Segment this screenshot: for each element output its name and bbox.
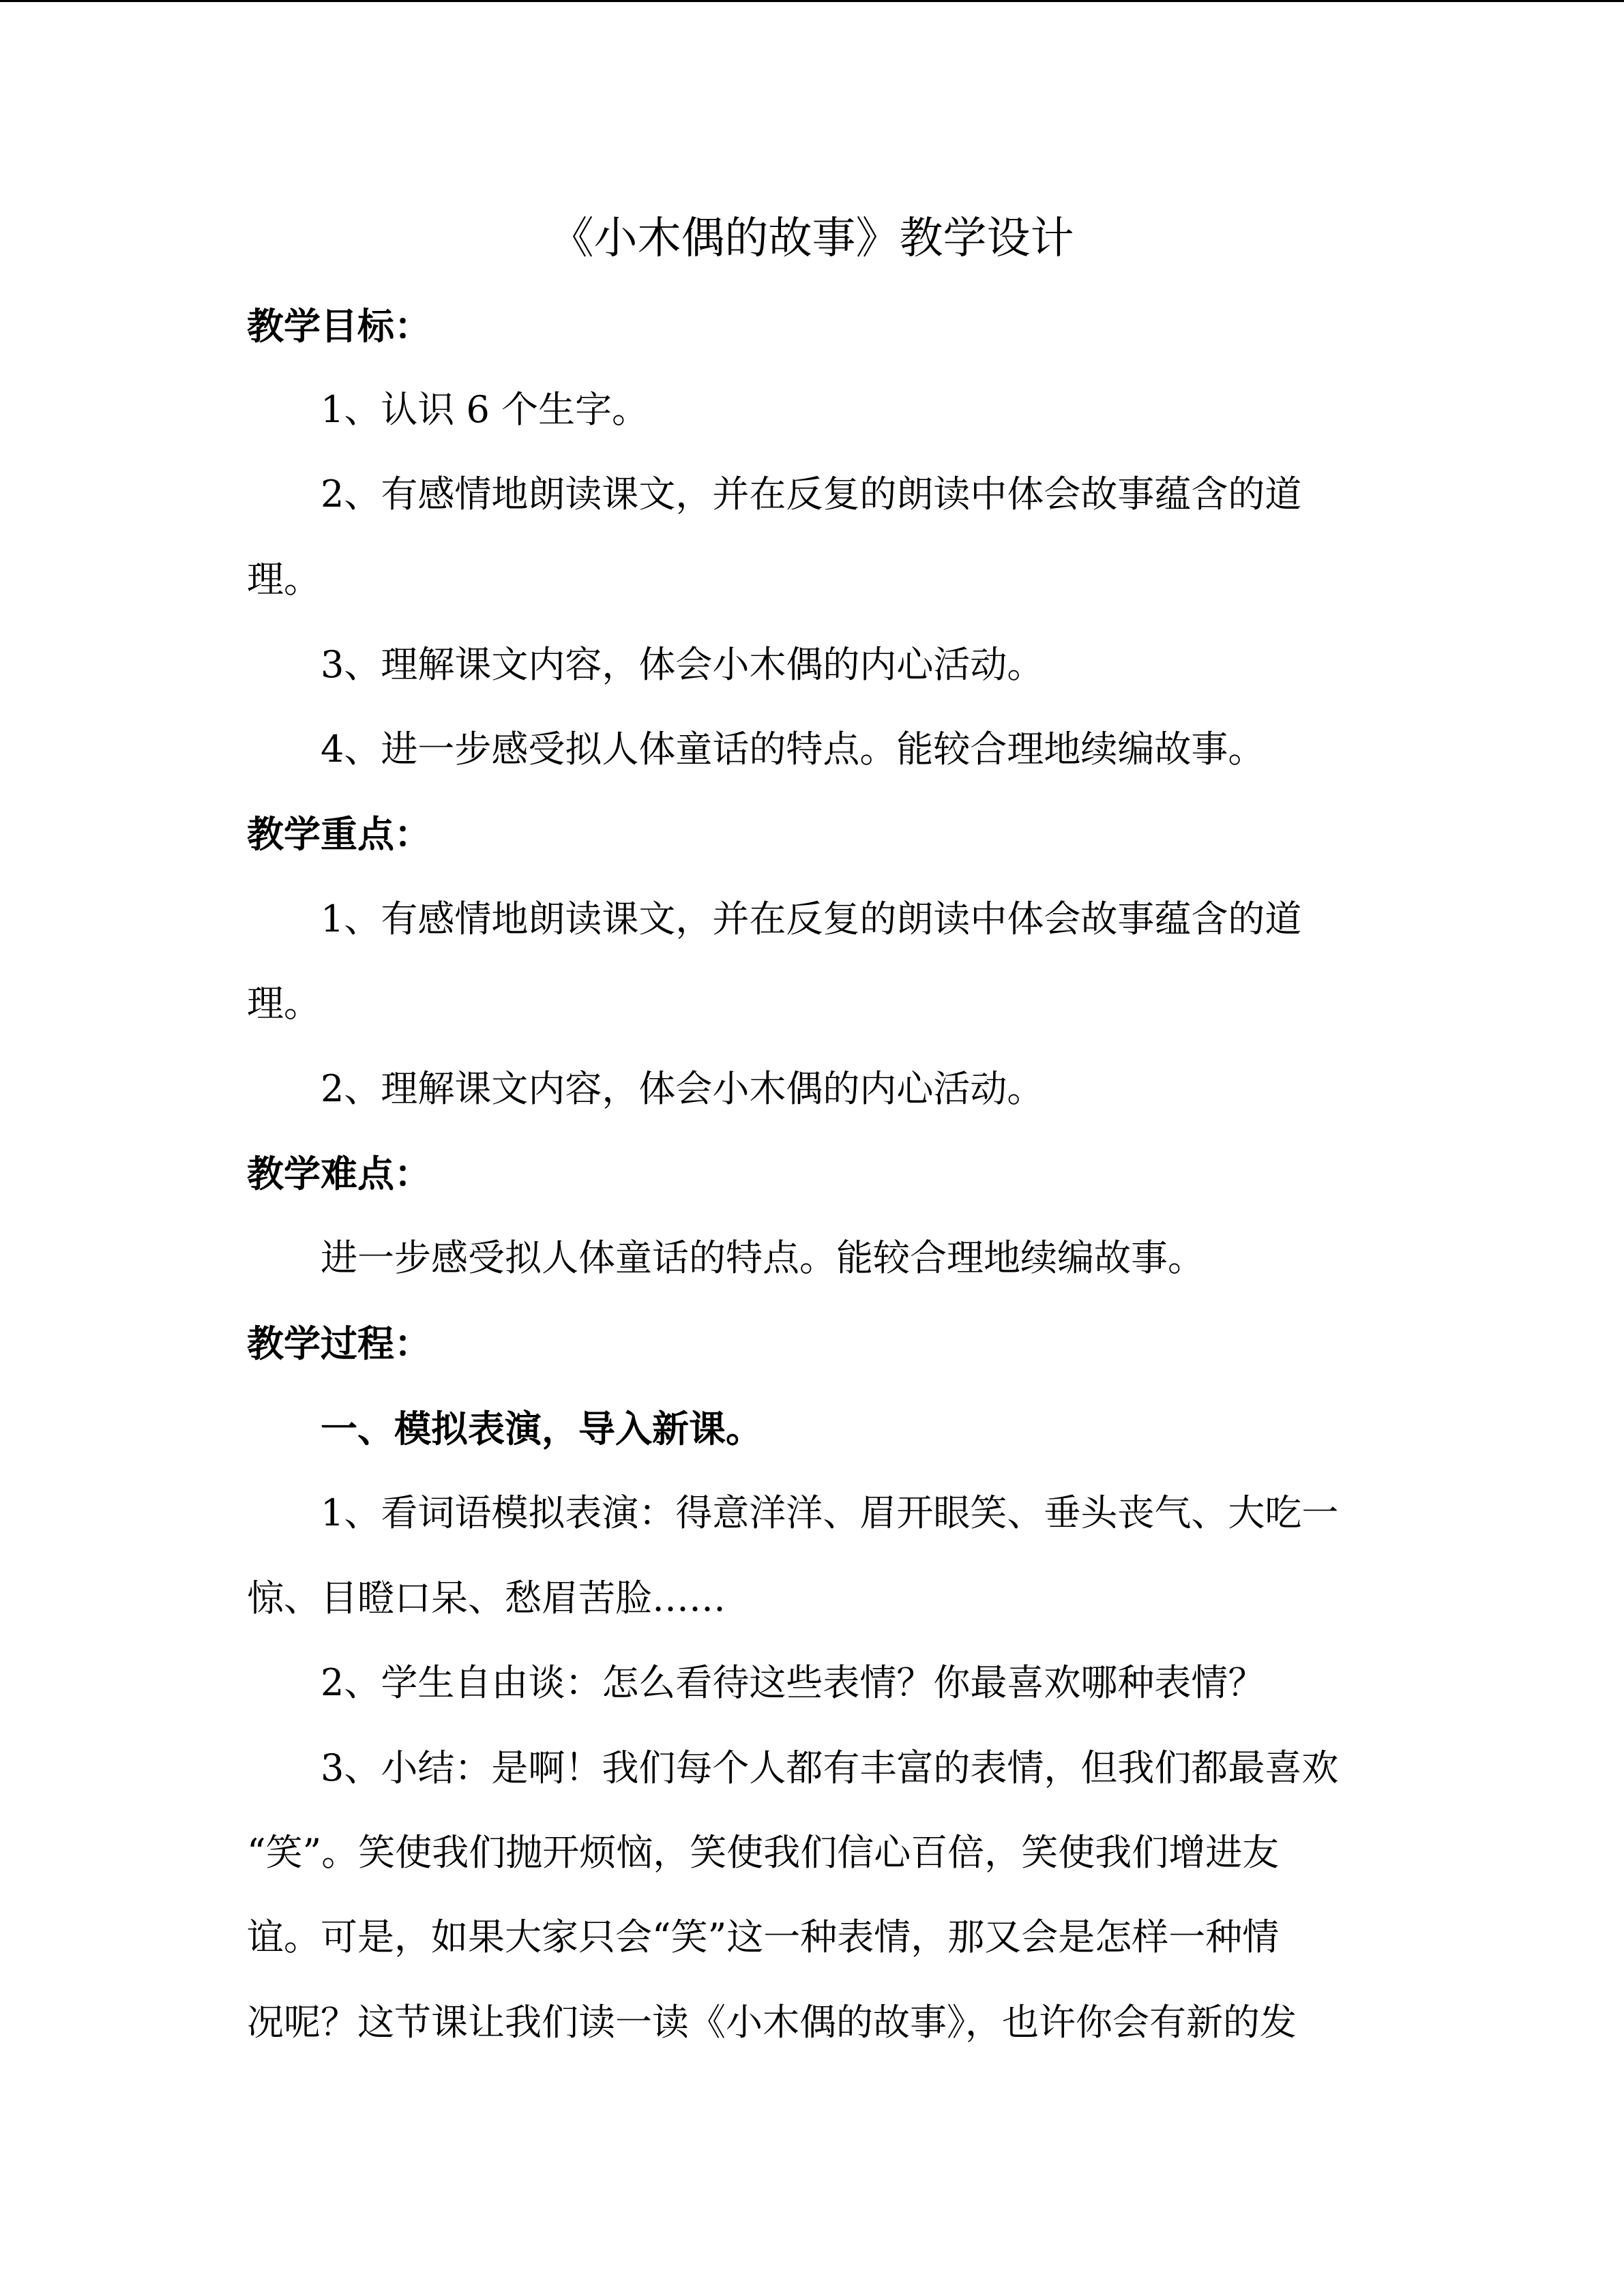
document-title: 《小木偶的故事》教学设计 bbox=[550, 213, 1074, 264]
objective-item-continuation: 理。 bbox=[247, 558, 321, 601]
process-line: 2、学生自由谈：怎么看待这些表情？你最喜欢哪种表情？ bbox=[321, 1661, 1265, 1704]
key-point-item: 2、理解课文内容，体会小木偶的内心活动。 bbox=[321, 1067, 1044, 1110]
process-line: 3、小结：是啊！我们每个人都有丰富的表情，但我们都最喜欢 bbox=[321, 1746, 1339, 1789]
difficulty-item: 进一步感受拟人体童话的特点。能较合理地续编故事。 bbox=[321, 1236, 1205, 1279]
page-top-border bbox=[0, 0, 1624, 2]
objective-item: 1、认识 6 个生字。 bbox=[321, 388, 649, 431]
objectives-heading: 教学目标： bbox=[247, 304, 431, 348]
process-line: 1、看词语模拟表演：得意洋洋、眉开眼笑、垂头丧气、大吃一 bbox=[321, 1491, 1339, 1534]
difficulties-heading: 教学难点： bbox=[247, 1152, 431, 1195]
process-heading: 教学过程： bbox=[247, 1322, 431, 1365]
key-points-heading: 教学重点： bbox=[247, 812, 431, 856]
objective-item: 3、理解课文内容，体会小木偶的内心活动。 bbox=[321, 643, 1044, 686]
key-point-item: 1、有感情地朗读课文，并在反复的朗读中体会故事蕴含的道 bbox=[321, 897, 1302, 940]
key-point-item-continuation: 理。 bbox=[247, 982, 321, 1025]
process-line: 谊。可是，如果大家只会“笑”这一种表情，那又会是怎样一种情 bbox=[247, 1915, 1280, 1958]
process-line: 惊、目瞪口呆、愁眉苦脸…… bbox=[247, 1577, 726, 1620]
process-line: “笑”。笑使我们抛开烦恼，笑使我们信心百倍，笑使我们增进友 bbox=[247, 1831, 1280, 1874]
objective-item: 4、进一步感受拟人体童话的特点。能较合理地续编故事。 bbox=[321, 728, 1265, 771]
process-section-title: 一、模拟表演，导入新课。 bbox=[321, 1407, 763, 1450]
objective-item: 2、有感情地朗读课文，并在反复的朗读中体会故事蕴含的道 bbox=[321, 473, 1302, 516]
process-line: 况呢？这节课让我们读一读《小木偶的故事》，也许你会有新的发 bbox=[247, 2001, 1297, 2044]
